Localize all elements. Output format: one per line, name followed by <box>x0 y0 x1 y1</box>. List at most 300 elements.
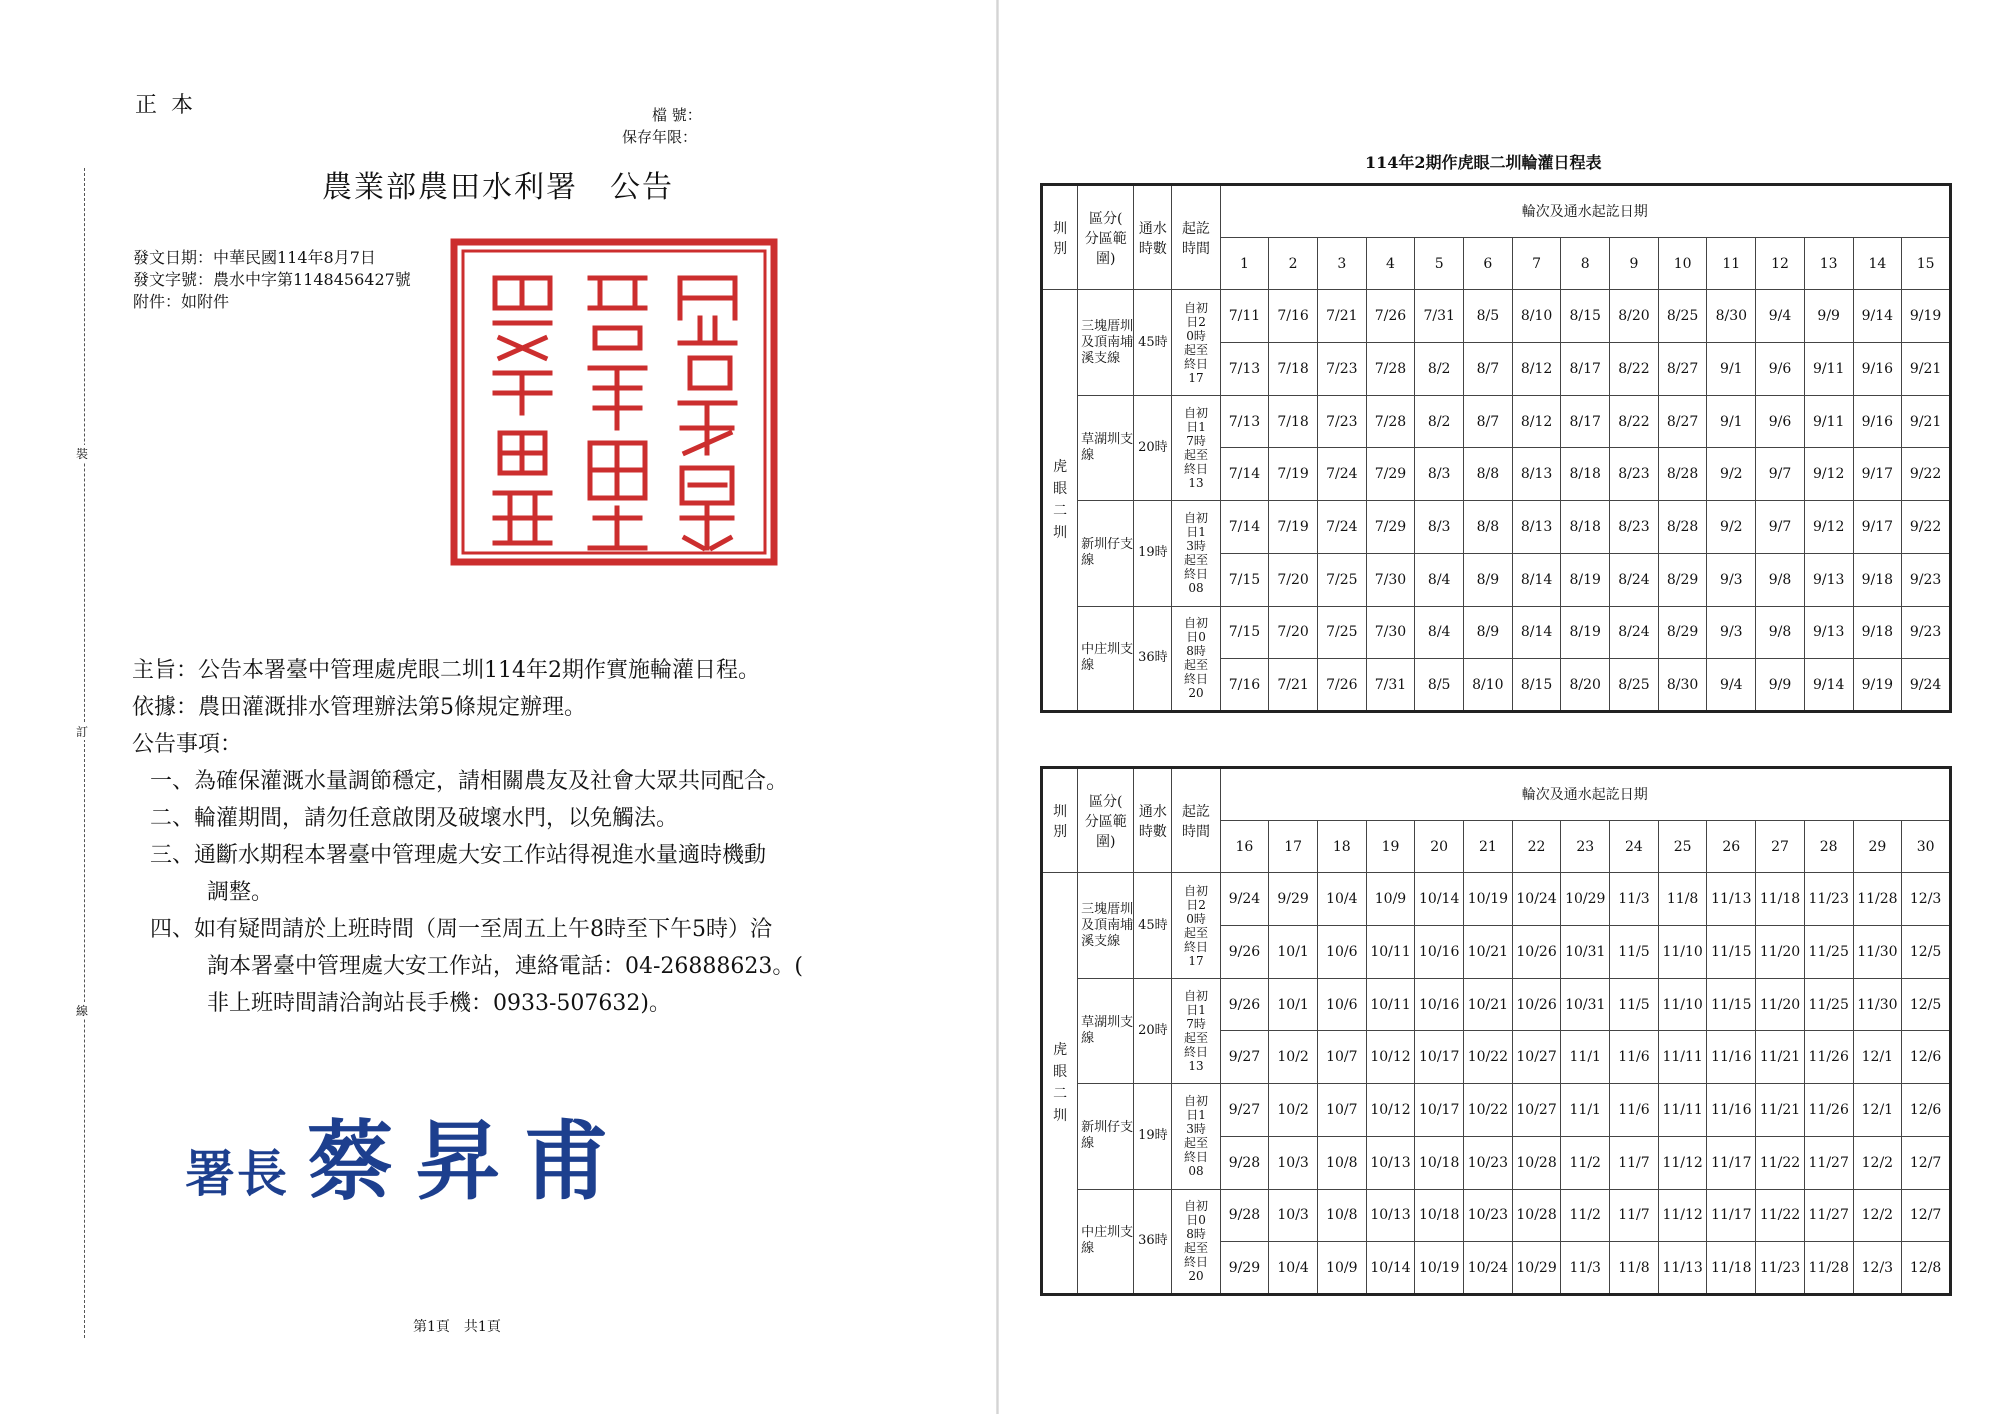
schedule-date: 7/30 <box>1366 606 1415 659</box>
schedule-date: 10/11 <box>1366 926 1415 979</box>
schedule-date: 9/22 <box>1902 448 1951 501</box>
canal-name: 虎 眼 二 圳 <box>1042 873 1078 1295</box>
schedule-date: 9/3 <box>1707 553 1756 606</box>
schedule-date: 8/23 <box>1610 448 1659 501</box>
schedule-date: 10/27 <box>1512 1084 1561 1137</box>
schedule-date: 11/15 <box>1707 926 1756 979</box>
round-number: 18 <box>1317 820 1366 873</box>
item-4-cont-1: 詢本署臺中管理處大安工作站，連絡電話：04-26888623。( <box>207 954 803 979</box>
schedule-date: 9/27 <box>1220 1031 1269 1084</box>
period-text: 自初 日2 0時 起至 終日 17 <box>1172 290 1220 395</box>
schedule-date: 9/4 <box>1707 659 1756 712</box>
schedule-date: 7/19 <box>1269 501 1318 554</box>
binding-mark-xian: 線 <box>76 1004 89 1018</box>
round-number: 17 <box>1269 820 1318 873</box>
schedule-date: 11/25 <box>1804 926 1853 979</box>
item-3: 三、通斷水期程本署臺中管理處大安工作站得視進水量適時機動 <box>150 843 767 868</box>
schedule-date: 12/1 <box>1853 1031 1902 1084</box>
schedule-date: 11/2 <box>1561 1189 1610 1242</box>
schedule-date: 8/8 <box>1464 501 1513 554</box>
schedule-date: 10/26 <box>1512 978 1561 1031</box>
schedule-date: 8/3 <box>1415 448 1464 501</box>
schedule-date: 7/18 <box>1269 395 1318 448</box>
schedule-date: 11/17 <box>1707 1189 1756 1242</box>
schedule-date: 8/18 <box>1561 501 1610 554</box>
schedule-date: 10/16 <box>1415 978 1464 1031</box>
schedule-date: 10/17 <box>1415 1031 1464 1084</box>
schedule-date: 11/15 <box>1707 978 1756 1031</box>
schedule-date: 10/16 <box>1415 926 1464 979</box>
schedule-date: 10/21 <box>1464 978 1513 1031</box>
schedule-date: 8/24 <box>1610 553 1659 606</box>
schedule-date: 8/9 <box>1464 606 1513 659</box>
schedule-date: 7/23 <box>1317 395 1366 448</box>
retention-label: 保存年限： <box>622 128 698 146</box>
schedule-date: 7/29 <box>1366 501 1415 554</box>
schedule-date: 8/14 <box>1512 553 1561 606</box>
schedule-date: 7/14 <box>1220 501 1269 554</box>
schedule-date: 10/31 <box>1561 926 1610 979</box>
page-fold <box>996 0 999 1414</box>
schedule-date: 10/9 <box>1317 1242 1366 1295</box>
header-canal: 圳 別 <box>1042 185 1078 290</box>
schedule-date: 9/1 <box>1707 395 1756 448</box>
schedule-date: 8/17 <box>1561 343 1610 396</box>
schedule-date: 9/17 <box>1853 448 1902 501</box>
schedule-date: 11/20 <box>1756 978 1805 1031</box>
schedule-date: 11/26 <box>1804 1031 1853 1084</box>
schedule-date: 11/30 <box>1853 926 1902 979</box>
round-number: 29 <box>1853 820 1902 873</box>
schedule-date: 8/9 <box>1464 553 1513 606</box>
schedule-date: 8/28 <box>1658 448 1707 501</box>
schedule-date: 11/5 <box>1610 926 1659 979</box>
schedule-date: 7/20 <box>1269 606 1318 659</box>
schedule-date: 8/18 <box>1561 448 1610 501</box>
schedule-table-1 <box>1040 183 1952 713</box>
schedule-date: 10/19 <box>1415 1242 1464 1295</box>
schedule-date: 10/3 <box>1269 1136 1318 1189</box>
round-number: 13 <box>1804 237 1853 290</box>
schedule-date: 10/8 <box>1317 1136 1366 1189</box>
schedule-date: 8/20 <box>1610 290 1659 343</box>
round-number: 7 <box>1512 237 1561 290</box>
schedule-date: 11/27 <box>1804 1189 1853 1242</box>
schedule-date: 8/12 <box>1512 343 1561 396</box>
schedule-date: 9/28 <box>1220 1136 1269 1189</box>
schedule-date: 10/22 <box>1464 1031 1513 1084</box>
schedule-date: 12/1 <box>1853 1084 1902 1137</box>
schedule-date: 7/11 <box>1220 290 1269 343</box>
schedule-date: 11/12 <box>1658 1136 1707 1189</box>
schedule-date: 8/2 <box>1415 395 1464 448</box>
round-number: 20 <box>1415 820 1464 873</box>
district-name: 新圳仔支 線 <box>1078 501 1134 606</box>
schedule-date: 10/4 <box>1269 1242 1318 1295</box>
schedule-date: 8/4 <box>1415 553 1464 606</box>
schedule-date: 9/29 <box>1220 1242 1269 1295</box>
schedule-date: 10/31 <box>1561 978 1610 1031</box>
period-text: 自初 日2 0時 起至 終日 17 <box>1172 873 1220 978</box>
period-text: 自初 日0 8時 起至 終日 20 <box>1172 1189 1220 1295</box>
schedule-date: 8/25 <box>1658 290 1707 343</box>
schedule-date: 10/29 <box>1512 1242 1561 1295</box>
schedule-date: 9/11 <box>1804 343 1853 396</box>
schedule-date: 12/2 <box>1853 1136 1902 1189</box>
schedule-date: 10/23 <box>1464 1136 1513 1189</box>
schedule-date: 10/18 <box>1415 1189 1464 1242</box>
schedule-date: 11/22 <box>1756 1136 1805 1189</box>
binding-line <box>84 168 85 1338</box>
schedule-date: 11/3 <box>1610 873 1659 926</box>
schedule-date: 11/7 <box>1610 1189 1659 1242</box>
round-number: 21 <box>1464 820 1513 873</box>
schedule-date: 9/24 <box>1902 659 1951 712</box>
schedule-date: 11/28 <box>1804 1242 1853 1295</box>
binding-mark-ding: 訂 <box>76 725 89 739</box>
schedule-date: 10/7 <box>1317 1084 1366 1137</box>
schedule-date: 10/1 <box>1269 978 1318 1031</box>
schedule-date: 12/6 <box>1902 1031 1951 1084</box>
schedule-date: 10/19 <box>1464 873 1513 926</box>
water-hours: 19時 <box>1134 1084 1172 1189</box>
schedule-date: 9/1 <box>1707 343 1756 396</box>
schedule-date: 9/24 <box>1220 873 1269 926</box>
schedule-date: 7/21 <box>1317 290 1366 343</box>
round-number: 27 <box>1756 820 1805 873</box>
schedule-date: 7/25 <box>1317 553 1366 606</box>
signature <box>185 1092 631 1216</box>
schedule-date: 10/17 <box>1415 1084 1464 1137</box>
schedule-date: 9/19 <box>1902 290 1951 343</box>
district-name: 三塊厝圳 及頂南埔 溪支線 <box>1078 873 1134 978</box>
schedule-date: 12/6 <box>1902 1084 1951 1137</box>
canal-name: 虎 眼 二 圳 <box>1042 290 1078 712</box>
schedule-date: 8/29 <box>1658 553 1707 606</box>
basis: 依據：農田灌溉排水管理辦法第5條規定辦理。 <box>132 695 586 720</box>
schedule-date: 7/23 <box>1317 343 1366 396</box>
schedule-date: 8/5 <box>1464 290 1513 343</box>
schedule-date: 11/1 <box>1561 1084 1610 1137</box>
schedule-date: 11/11 <box>1658 1031 1707 1084</box>
schedule-date: 7/13 <box>1220 395 1269 448</box>
round-number: 9 <box>1610 237 1659 290</box>
schedule-date: 8/7 <box>1464 343 1513 396</box>
schedule-date: 11/26 <box>1804 1084 1853 1137</box>
schedule-date: 10/2 <box>1269 1031 1318 1084</box>
schedule-date: 10/18 <box>1415 1136 1464 1189</box>
period-text: 自初 日1 7時 起至 終日 13 <box>1172 978 1220 1083</box>
item-2: 二、輪灌期間，請勿任意啟閉及破壞水門，以免觸法。 <box>150 806 679 831</box>
schedule-date: 7/30 <box>1366 553 1415 606</box>
schedule-date: 11/10 <box>1658 978 1707 1031</box>
schedule-date: 8/15 <box>1561 290 1610 343</box>
round-number: 12 <box>1756 237 1805 290</box>
schedule-date: 9/29 <box>1269 873 1318 926</box>
schedule-date: 9/12 <box>1804 448 1853 501</box>
district-name: 三塊厝圳 及頂南埔 溪支線 <box>1078 290 1134 395</box>
attachment-note: 附件：如附件 <box>133 292 230 311</box>
schedule-date: 7/15 <box>1220 553 1269 606</box>
round-number: 30 <box>1902 820 1951 873</box>
schedule-date: 10/28 <box>1512 1136 1561 1189</box>
schedule-date: 8/23 <box>1610 501 1659 554</box>
schedule-date: 10/6 <box>1317 926 1366 979</box>
round-number: 28 <box>1804 820 1853 873</box>
signature-role: 署長 <box>185 1145 289 1203</box>
schedule-date: 11/16 <box>1707 1031 1756 1084</box>
schedule-date: 8/25 <box>1610 659 1659 712</box>
round-number: 5 <box>1415 237 1464 290</box>
schedule-date: 7/29 <box>1366 448 1415 501</box>
schedule-date: 11/7 <box>1610 1136 1659 1189</box>
schedule-date: 10/11 <box>1366 978 1415 1031</box>
schedule-date: 8/17 <box>1561 395 1610 448</box>
schedule-date: 11/6 <box>1610 1084 1659 1137</box>
schedule-date: 10/8 <box>1317 1189 1366 1242</box>
schedule-date: 12/3 <box>1853 1242 1902 1295</box>
items-heading: 公告事項： <box>132 732 243 757</box>
archive-no-label: 檔 號： <box>652 106 702 124</box>
schedule-date: 7/13 <box>1220 343 1269 396</box>
schedule-date: 10/4 <box>1317 873 1366 926</box>
schedule-date: 8/10 <box>1512 290 1561 343</box>
schedule-date: 7/20 <box>1269 553 1318 606</box>
round-number: 14 <box>1853 237 1902 290</box>
schedule-date: 12/2 <box>1853 1189 1902 1242</box>
schedule-date: 10/23 <box>1464 1189 1513 1242</box>
schedule-date: 7/26 <box>1366 290 1415 343</box>
schedule-date: 10/2 <box>1269 1084 1318 1137</box>
schedule-date: 11/1 <box>1561 1031 1610 1084</box>
schedule-date: 11/17 <box>1707 1136 1756 1189</box>
round-number: 2 <box>1269 237 1318 290</box>
schedule-page <box>1000 0 2000 1414</box>
schedule-date: 11/27 <box>1804 1136 1853 1189</box>
round-number: 26 <box>1707 820 1756 873</box>
schedule-date: 11/30 <box>1853 978 1902 1031</box>
round-number: 3 <box>1317 237 1366 290</box>
water-hours: 19時 <box>1134 501 1172 606</box>
schedule-date: 10/9 <box>1366 873 1415 926</box>
schedule-date: 11/21 <box>1756 1031 1805 1084</box>
schedule-date: 10/26 <box>1512 926 1561 979</box>
schedule-date: 10/22 <box>1464 1084 1513 1137</box>
schedule-date: 9/6 <box>1756 395 1805 448</box>
schedule-date: 8/28 <box>1658 501 1707 554</box>
schedule-date: 12/7 <box>1902 1136 1951 1189</box>
header-hours: 通水 時數 <box>1134 185 1172 290</box>
schedule-date: 9/3 <box>1707 606 1756 659</box>
schedule-date: 9/23 <box>1902 606 1951 659</box>
schedule-date: 7/14 <box>1220 448 1269 501</box>
schedule-date: 8/15 <box>1512 659 1561 712</box>
issue-date: 發文日期：中華民國114年8月7日 <box>133 248 376 267</box>
schedule-date: 9/11 <box>1804 395 1853 448</box>
page-number: 第1頁 共1頁 <box>413 1319 501 1335</box>
schedule-date: 11/18 <box>1707 1242 1756 1295</box>
schedule-date: 10/21 <box>1464 926 1513 979</box>
schedule-date: 9/13 <box>1804 606 1853 659</box>
schedule-date: 9/6 <box>1756 343 1805 396</box>
schedule-date: 7/31 <box>1415 290 1464 343</box>
water-hours: 20時 <box>1134 395 1172 500</box>
schedule-date: 7/19 <box>1269 448 1318 501</box>
schedule-date: 8/3 <box>1415 501 1464 554</box>
schedule-date: 8/13 <box>1512 501 1561 554</box>
schedule-date: 10/6 <box>1317 978 1366 1031</box>
water-hours: 36時 <box>1134 1189 1172 1295</box>
issue-info <box>133 247 411 313</box>
schedule-date: 11/18 <box>1756 873 1805 926</box>
schedule-date: 8/24 <box>1610 606 1659 659</box>
schedule-date: 7/16 <box>1220 659 1269 712</box>
header-district: 區分( 分區範 圍) <box>1078 768 1134 873</box>
schedule-date: 8/10 <box>1464 659 1513 712</box>
schedule-date: 11/8 <box>1658 873 1707 926</box>
district-name: 草湖圳支 線 <box>1078 978 1134 1083</box>
period-text: 自初 日1 7時 起至 終日 13 <box>1172 395 1220 500</box>
schedule-date: 11/6 <box>1610 1031 1659 1084</box>
schedule-date: 11/20 <box>1756 926 1805 979</box>
schedule-date: 9/19 <box>1853 659 1902 712</box>
header-district: 區分( 分區範 圍) <box>1078 185 1134 290</box>
schedule-date: 9/21 <box>1902 343 1951 396</box>
schedule-date: 12/3 <box>1902 873 1951 926</box>
item-4-cont-2: 非上班時間請洽詢站長手機：0933-507632)。 <box>207 991 671 1016</box>
round-number: 19 <box>1366 820 1415 873</box>
schedule-date: 11/8 <box>1610 1242 1659 1295</box>
schedule-date: 9/8 <box>1756 553 1805 606</box>
period-text: 自初 日0 8時 起至 終日 20 <box>1172 606 1220 712</box>
issue-number: 發文字號：農水中字第1148456427號 <box>133 270 411 289</box>
copy-label: 正本 <box>135 93 208 118</box>
schedule-date: 8/30 <box>1707 290 1756 343</box>
schedule-date: 9/14 <box>1804 659 1853 712</box>
notice-title: 農業部農田水利署 公告 <box>322 170 674 205</box>
water-hours: 36時 <box>1134 606 1172 712</box>
schedule-date: 9/21 <box>1902 395 1951 448</box>
schedule-date: 10/29 <box>1561 873 1610 926</box>
schedule-date: 10/14 <box>1415 873 1464 926</box>
schedule-date: 9/18 <box>1853 553 1902 606</box>
schedule-date: 10/14 <box>1366 1242 1415 1295</box>
header-rounds: 輪次及通水起訖日期 <box>1220 185 1950 238</box>
schedule-date: 8/12 <box>1512 395 1561 448</box>
schedule-date: 9/27 <box>1220 1084 1269 1137</box>
schedule-date: 11/28 <box>1853 873 1902 926</box>
schedule-date: 9/12 <box>1804 501 1853 554</box>
schedule-date: 8/13 <box>1512 448 1561 501</box>
schedule-date: 8/19 <box>1561 606 1610 659</box>
item-3-cont: 調整。 <box>207 880 274 905</box>
schedule-table-2 <box>1040 766 1952 1296</box>
binding-mark-zhuang: 裝 <box>76 447 89 461</box>
schedule-date: 9/2 <box>1707 501 1756 554</box>
schedule-date: 7/25 <box>1317 606 1366 659</box>
schedule-date: 8/27 <box>1658 395 1707 448</box>
schedule-date: 10/12 <box>1366 1031 1415 1084</box>
schedule-date: 10/12 <box>1366 1084 1415 1137</box>
district-name: 中庄圳支 線 <box>1078 606 1134 712</box>
schedule-date: 9/28 <box>1220 1189 1269 1242</box>
schedule-date: 9/7 <box>1756 501 1805 554</box>
round-number: 16 <box>1220 820 1269 873</box>
schedule-date: 7/18 <box>1269 343 1318 396</box>
water-hours: 20時 <box>1134 978 1172 1083</box>
district-name: 新圳仔支 線 <box>1078 1084 1134 1189</box>
schedule-date: 10/24 <box>1464 1242 1513 1295</box>
schedule-date: 9/23 <box>1902 553 1951 606</box>
archive-meta <box>622 104 702 148</box>
schedule-date: 9/26 <box>1220 978 1269 1031</box>
schedule-date: 7/28 <box>1366 343 1415 396</box>
schedule-date: 12/7 <box>1902 1189 1951 1242</box>
schedule-date: 8/7 <box>1464 395 1513 448</box>
official-seal-icon <box>450 238 778 566</box>
schedule-date: 9/9 <box>1756 659 1805 712</box>
round-number: 25 <box>1658 820 1707 873</box>
item-4: 四、如有疑問請於上班時間（周一至周五上午8時至下午5時）洽 <box>150 917 772 942</box>
schedule-date: 11/13 <box>1707 873 1756 926</box>
schedule-date: 11/2 <box>1561 1136 1610 1189</box>
schedule-date: 12/5 <box>1902 926 1951 979</box>
schedule-date: 9/7 <box>1756 448 1805 501</box>
schedule-date: 8/4 <box>1415 606 1464 659</box>
schedule-date: 8/19 <box>1561 553 1610 606</box>
schedule-date: 11/21 <box>1756 1084 1805 1137</box>
schedule-date: 9/9 <box>1804 290 1853 343</box>
schedule-date: 9/22 <box>1902 501 1951 554</box>
schedule-date: 11/23 <box>1804 873 1853 926</box>
round-number: 24 <box>1610 820 1659 873</box>
schedule-date: 8/8 <box>1464 448 1513 501</box>
schedule-date: 7/24 <box>1317 501 1366 554</box>
schedule-date: 11/16 <box>1707 1084 1756 1137</box>
schedule-date: 11/3 <box>1561 1242 1610 1295</box>
header-canal: 圳 別 <box>1042 768 1078 873</box>
period-text: 自初 日1 3時 起至 終日 08 <box>1172 501 1220 606</box>
round-number: 6 <box>1464 237 1513 290</box>
schedule-date: 7/28 <box>1366 395 1415 448</box>
schedule-date: 10/13 <box>1366 1189 1415 1242</box>
schedule-date: 9/8 <box>1756 606 1805 659</box>
schedule-date: 11/11 <box>1658 1084 1707 1137</box>
schedule-date: 10/27 <box>1512 1031 1561 1084</box>
schedule-date: 7/31 <box>1366 659 1415 712</box>
schedule-date: 8/22 <box>1610 343 1659 396</box>
round-number: 10 <box>1658 237 1707 290</box>
water-hours: 45時 <box>1134 290 1172 395</box>
district-name: 草湖圳支 線 <box>1078 395 1134 500</box>
schedule-date: 11/5 <box>1610 978 1659 1031</box>
round-number: 23 <box>1561 820 1610 873</box>
header-period: 起訖 時間 <box>1172 185 1220 290</box>
schedule-date: 8/2 <box>1415 343 1464 396</box>
header-rounds: 輪次及通水起訖日期 <box>1220 768 1950 821</box>
schedule-date: 12/8 <box>1902 1242 1951 1295</box>
schedule-date: 8/5 <box>1415 659 1464 712</box>
schedule-date: 10/28 <box>1512 1189 1561 1242</box>
schedule-date: 8/29 <box>1658 606 1707 659</box>
subject: 主旨：公告本署臺中管理處虎眼二圳114年2期作實施輪灌日程。 <box>132 658 760 683</box>
schedule-date: 10/24 <box>1512 873 1561 926</box>
schedule-date: 7/26 <box>1317 659 1366 712</box>
schedule-date: 11/22 <box>1756 1189 1805 1242</box>
schedule-date: 8/14 <box>1512 606 1561 659</box>
header-hours: 通水 時數 <box>1134 768 1172 873</box>
signature-name: 蔡昇甫 <box>307 1111 631 1212</box>
